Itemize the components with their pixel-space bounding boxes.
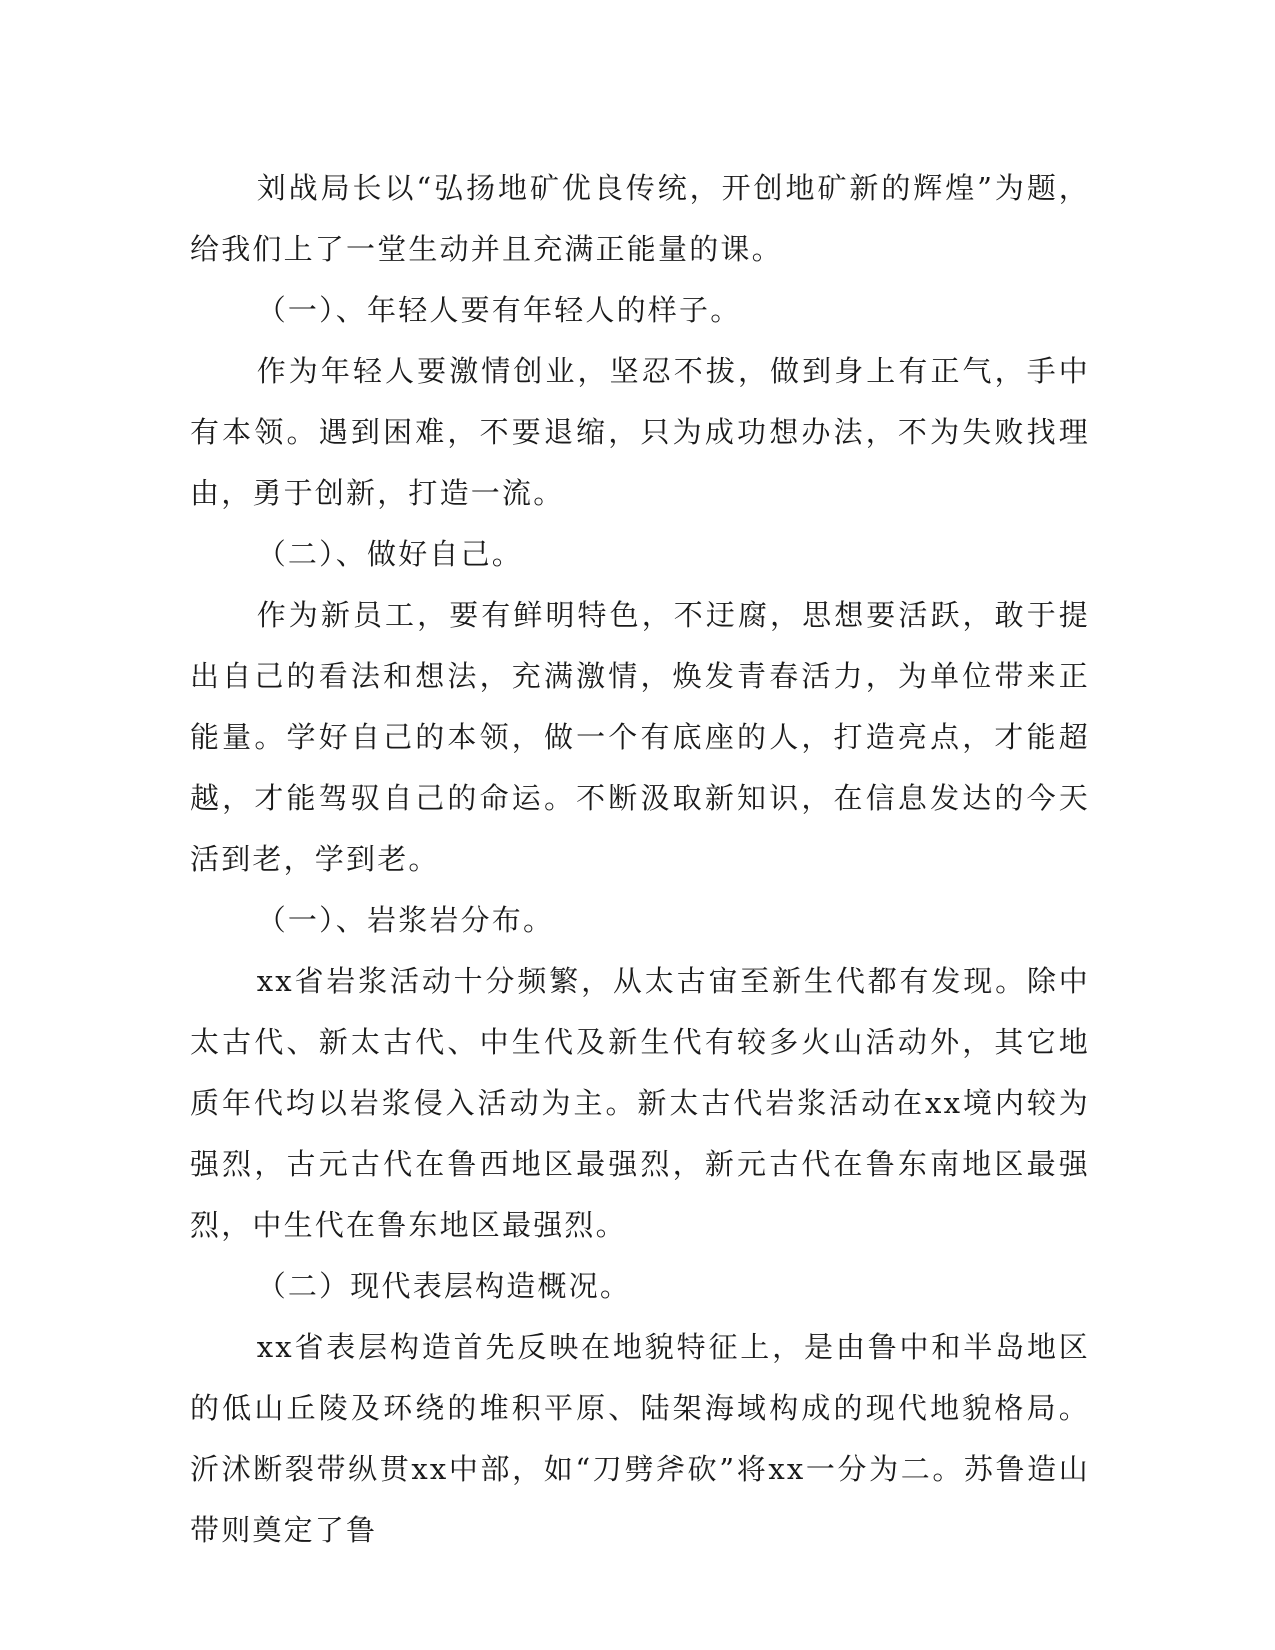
paragraph-surface-structure: xx省表层构造首先反映在地貌特征上，是由鲁中和半岛地区的低山丘陵及环绕的堆积平原、陆架海域构成的现代地貌格局。沂沭断裂带纵贯xx中部，如“刀劈斧砍”将xx一分为二。苏鲁造山带则奠定了鲁: [190, 1330, 1090, 1547]
section-heading-surface-structure: （二）现代表层构造概况。: [256, 1269, 632, 1303]
document-body: [190, 158, 1090, 1561]
paragraph-youth: 作为年轻人要激情创业，坚忍不拔，做到身上有正气，手中有本领。遇到困难，不要退缩，只为成功想办法，不为失败找理由，勇于创新，打造一流。: [190, 354, 1090, 510]
paragraph-self: 作为新员工，要有鲜明特色，不迂腐，思想要活跃，敢于提出自己的看法和想法，充满激情，焕发青春活力，为单位带来正能量。学好自己的本领，做一个有底座的人，打造亮点，才能超越，才能驾驭自己的命运。不断汲取新知识，在信息发达的今天活到老，学到老。: [190, 598, 1090, 876]
section-heading-self: （二）、做好自己。: [256, 537, 523, 571]
paragraph-magmatic-rocks: xx省岩浆活动十分频繁，从太古宙至新生代都有发现。除中太古代、新太古代、中生代及新生代有较多火山活动外，其它地质年代均以岩浆侵入活动为主。新太古代岩浆活动在xx境内较为强烈，古元古代在鲁西地区最强烈，新元古代在鲁东南地区最强烈，中生代在鲁东地区最强烈。: [190, 964, 1090, 1242]
paragraph-intro: 刘战局长以“弘扬地矿优良传统，开创地矿新的辉煌”为题，给我们上了一堂生动并且充满正能量的课。: [190, 171, 1090, 266]
section-heading-magmatic-rocks: （一）、岩浆岩分布。: [256, 903, 555, 937]
section-heading-youth: （一）、年轻人要有年轻人的样子。: [256, 293, 742, 327]
